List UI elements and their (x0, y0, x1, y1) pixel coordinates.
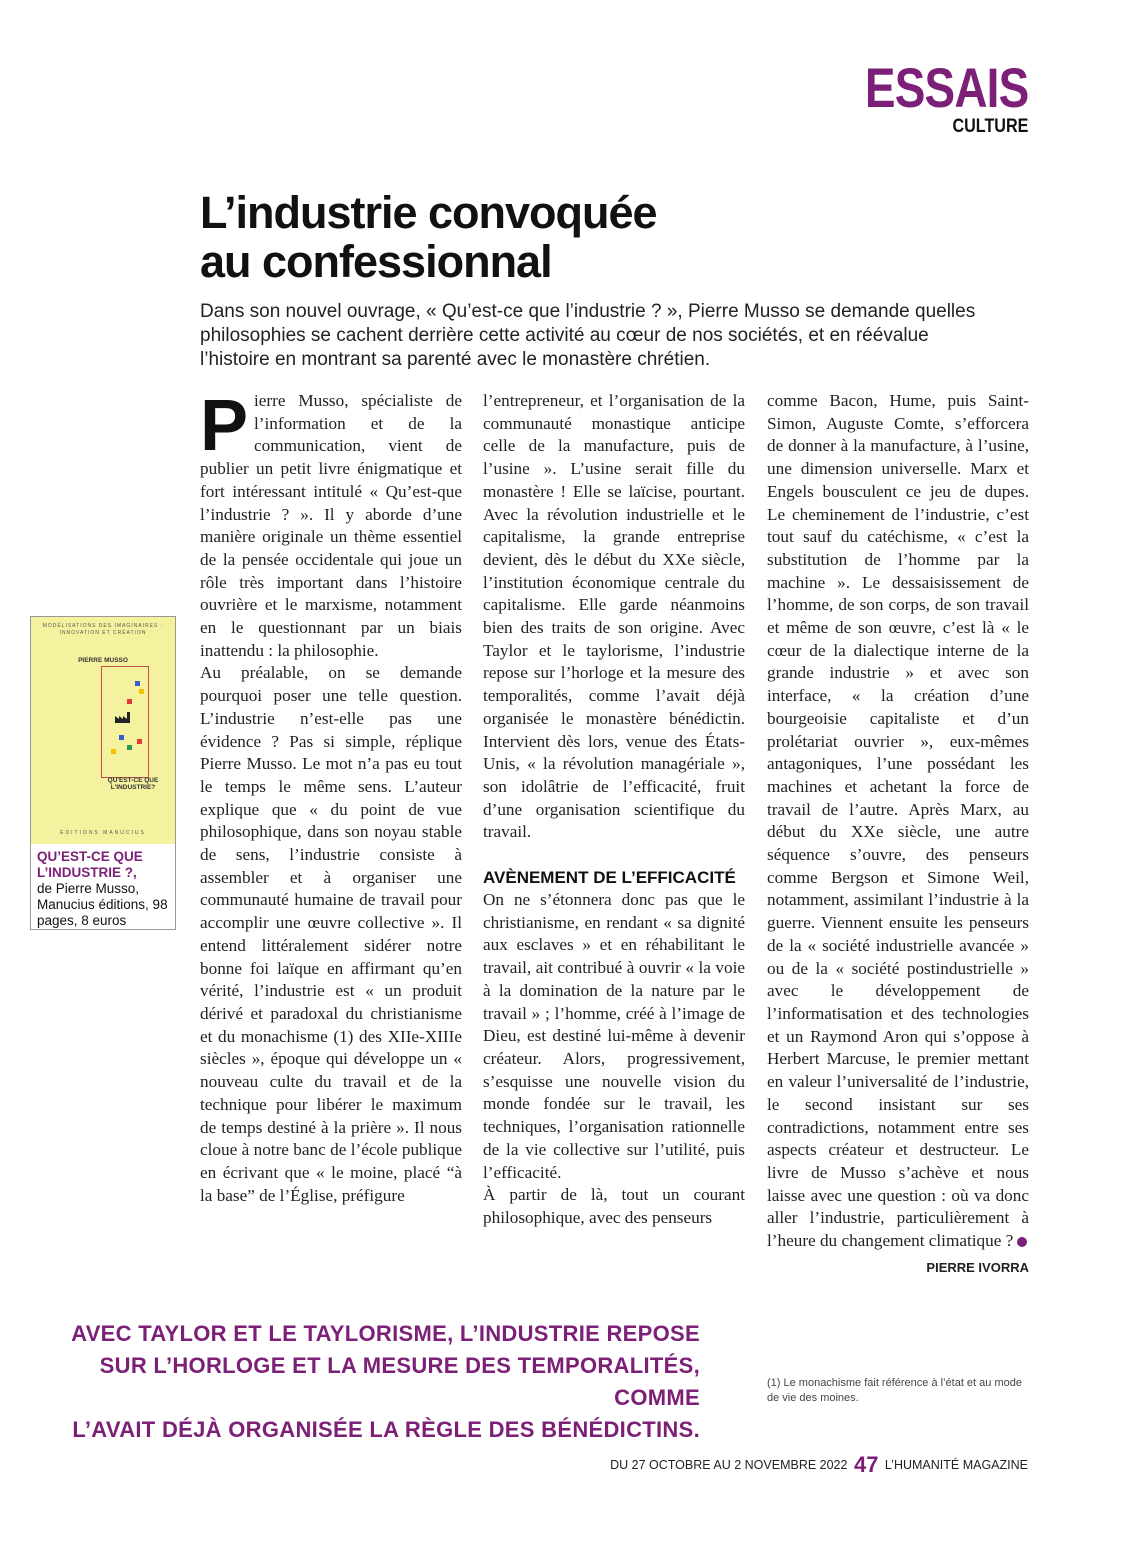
cover-square-icon (127, 745, 132, 750)
cover-square-icon (111, 749, 116, 754)
book-cover-image (31, 617, 175, 844)
paragraph-3: l’entrepreneur, et l’organisation de la communauté monastique anticipe celle de la manufacture, puis de l’usine ». L’usine serait fille du monastère ! Elle se laïcise, pourtant. Avec la révolution industrielle et le capitalisme, la grande entreprise devient, dès le début du XXe siècle, l’institution économique centrale du capitalisme. Elle garde néanmoins bien des traits de son origine. Avec Taylor et le taylorisme, l’industrie repose sur l’horloge et la mesure des temporalités, comme l’avait déjà organisée le monastère bénédictin. Intervient dès lors, venue des États-Unis, « la révolution managériale », son idolâtrie de l’efficacité, fruit d’une organisation scientifique du travail. (483, 391, 745, 842)
article-column-2 (483, 390, 745, 1230)
pull-quote-line-3: L’AVAIT DÉJÀ ORGANISÉE LA RÈGLE DES BÉNÉDICTINS. (72, 1417, 700, 1442)
paragraph-1 (200, 386, 462, 662)
paragraph-4: On ne s’étonnera donc pas que le christianisme, en rendant « sa dignité aux esclaves » et en réhabilitant le travail, ait contribué à ouvrir « la voie à la domination de la nature par le travail » ; l’homme, créé à l’image de Dieu, est destiné lui-même à devenir créateur. Alors, progressivement, s’esquisse une nouvelle vision du monde fondée sur le travail, les techniques, l’organisation rationnelle de la vie collective sur l’utilité, puis l’efficacité. (483, 890, 745, 1182)
cover-square-icon (137, 739, 142, 744)
article-standfirst: Dans son nouvel ouvrage, « Qu’est-ce que l’industrie ? », Pierre Musso se demande quelles philosophies se cachent derrière cette activité au cœur de nos sociétés, et en réévalue l’histoire en montrant sa parenté avec le monastère chrétien. (200, 301, 976, 370)
cover-square-icon (135, 681, 140, 686)
pull-quote-line-2: SUR L’HORLOGE ET LA MESURE DES TEMPORALITÉS, COMME (99, 1353, 700, 1410)
footnote: (1) Le monachisme fait référence à l’état et au mode de vie des moines. (767, 1377, 1022, 1404)
cover-square-icon (127, 699, 132, 704)
book-title: QU’EST-CE QUE L’INDUSTRIE ?, (37, 849, 143, 880)
paragraph-5: À partir de là, tout un courant philosophique, avec des penseurs (483, 1185, 745, 1227)
factory-icon (115, 711, 133, 723)
headline-line-2: au confessionnal (200, 236, 552, 287)
cover-series: MODÉLISATIONS DES IMAGINAIRES · INNOVATION ET CRÉATION (42, 623, 164, 636)
book-details: de Pierre Musso, Manucius éditions, 98 pages, 8 euros (37, 881, 168, 928)
pull-quote (38, 1318, 700, 1446)
article-author: PIERRE IVORRA (926, 1259, 1029, 1275)
cover-publisher: ÉDITIONS MANUCIUS (60, 830, 146, 836)
article-column-3 (767, 390, 1029, 1279)
section-header (829, 58, 1028, 138)
drop-cap: P (200, 386, 249, 466)
end-mark-icon (1017, 1237, 1027, 1247)
issue-date: DU 27 OCTOBRE AU 2 NOVEMBRE 2022 (610, 1458, 848, 1472)
cover-square-icon (139, 689, 144, 694)
page-number: 47 (853, 1452, 879, 1477)
cover-square-icon (119, 735, 124, 740)
article-headline (200, 188, 920, 286)
paragraph-1-text: ierre Musso, spécialiste de l’information et de la communication, vient de publier un petit livre énigmatique et fort intéressant intitulé « Qu’est-que l’industrie ? ». Il y aborde d’une manière originale un thème essentiel de la pensée occidentale qui joue un rôle très important dans l’histoire ouvrière et le marxisme, notamment en le questionnant par un biais inattendu : la philosophie. (200, 391, 462, 660)
paragraph-2: Au préalable, on se demande pourquoi poser une telle question. L’industrie n’est-elle pas une évidence ? Pas si simple, réplique Pierre Musso. Le mot n’a pas eu tout le temps le même sens. L’auteur explique que « du point de vue philosophique, dans son noyau stable de sens, l’industrie consiste à assembler et à organiser une communauté humaine de travail pour accomplir une œuvre collective ». Il entend littéralement sidérer notre bonne foi laïque en affirmant qu’en vérité, l’industrie est « un produit dérivé et paradoxal du christianisme et du monachisme (1) des XIIe-XIIIe siècles », époque qui développe un « nouveau culte du travail et de la technique pour libérer le maximum de temps destiné à la prière ». Il nous cloue à notre banc de l’école publique en écrivant que « le moine, placé “à la base” de l’Église, préfigure (200, 663, 462, 1205)
section-title: ESSAIS (864, 56, 1028, 119)
pull-quote-line-1: AVEC TAYLOR ET LE TAYLORISME, L’INDUSTRIE REPOSE (71, 1321, 700, 1346)
cover-title: QU'EST-CE QUE L'INDUSTRIE? (107, 777, 159, 791)
book-info (37, 849, 173, 929)
page-footer (610, 1452, 1028, 1478)
article-column-1 (200, 386, 462, 1207)
headline-line-1: L’industrie convoquée (200, 187, 657, 238)
magazine-name: L’HUMANITÉ MAGAZINE (884, 1458, 1028, 1472)
section-subtitle: CULTURE (952, 116, 1028, 137)
book-box (30, 616, 176, 930)
paragraph-6-text: comme Bacon, Hume, puis Saint-Simon, Auguste Comte, s’efforcera de donner à la manufacture, à l’usine, une dimension universelle. Marx et Engels bousculent ce jeu de dupes. Le cheminement de l’industrie, c’est tout sauf du catéchisme, « c’est la substitution de l’homme par la machine ». Le dessaisissement de l’homme, de son corps, de son travail et même de son œuvre, c’est là « le cœur de la dialectique interne de la grande industrie » et avec son interface, « la création d’une bourgeoisie capitaliste et d’un prolétariat ouvrier », eux-mêmes antagoniques, l’une possédant les machines et achetant la force de travail de l’autre. Après Marx, au début du XXe siècle, une autre séquence s’ouvre, des penseurs comme Bergson et Simone Weil, notamment, assimilant l’industrie à la guerre. Viennent ensuite les penseurs de la « société industrielle avancée » ou de la « société postindustrielle » avec le développement de l’informatisation et des technologies et un Raymond Aron qui s’oppose à Herbert Marcuse, le premier mettant en valeur l’universalité de l’industrie, le second insistant sur ses contradictions, notamment entre ses aspects créateur et destructeur. Le livre de Musso s’achève et nous laisse avec une question : où va donc aller l’industrie, particulièrement à l’heure du changement climatique ? (767, 391, 1029, 1251)
paragraph-6 (767, 390, 1029, 1253)
article-subhead: AVÈNEMENT DE L’EFFICACITÉ (483, 868, 736, 888)
cover-author: PIERRE MUSSO (78, 657, 128, 664)
